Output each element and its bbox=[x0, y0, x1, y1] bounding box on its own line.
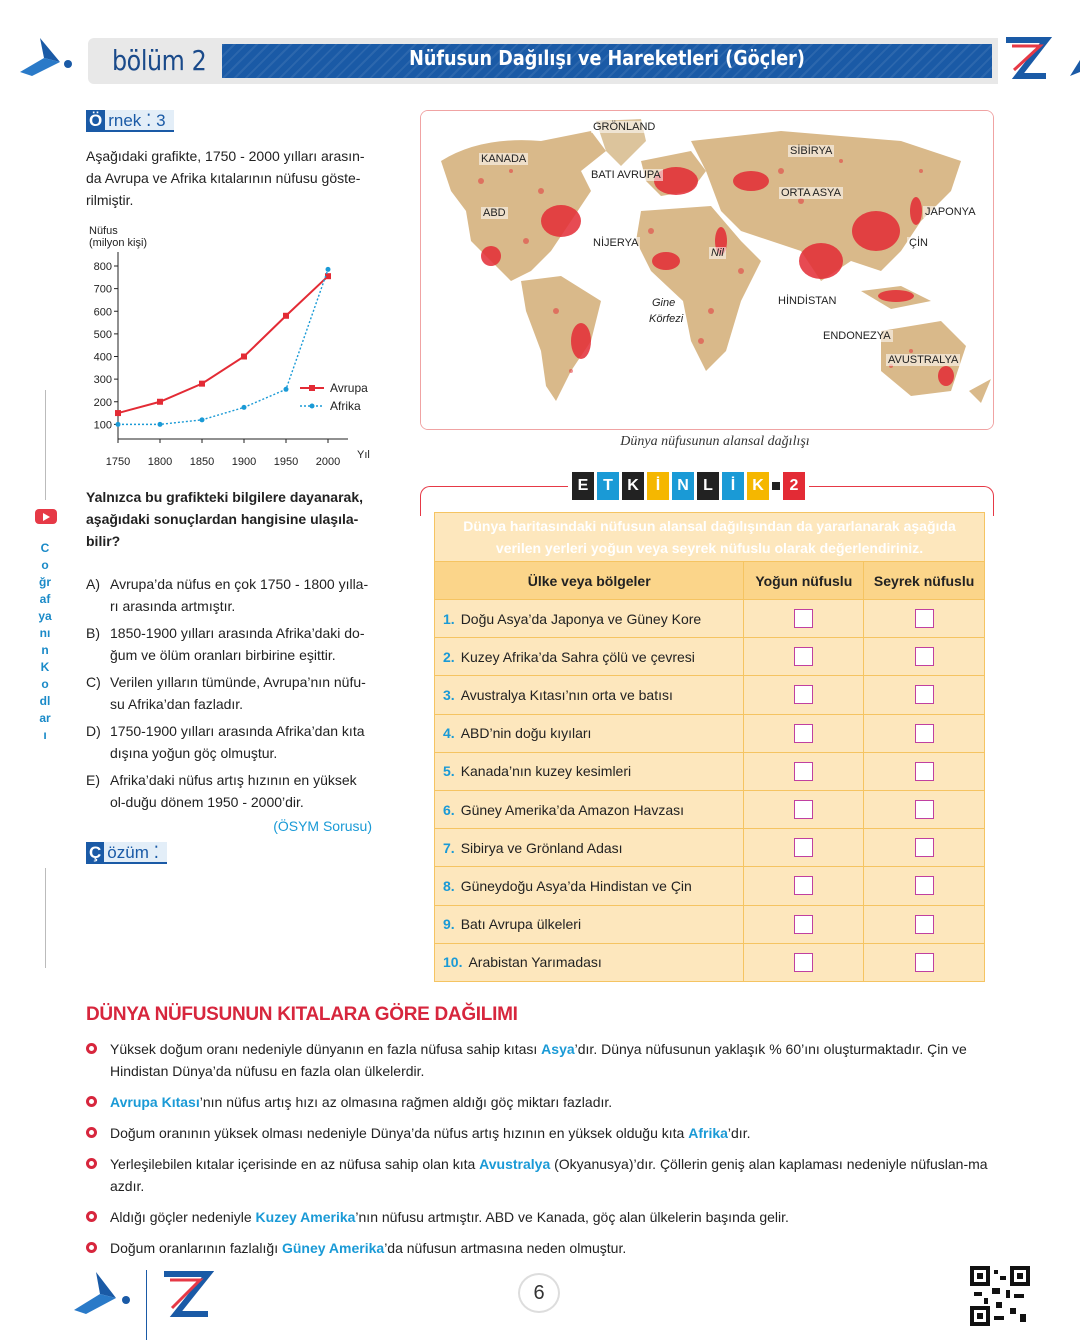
checkbox-dense[interactable] bbox=[794, 953, 813, 972]
option-b[interactable] bbox=[86, 622, 376, 666]
map-label-gulf: Körfezi bbox=[649, 313, 684, 325]
activity-separator bbox=[772, 482, 780, 490]
checkbox-cell-sparse bbox=[864, 752, 985, 790]
chart-legend-marker bbox=[310, 404, 315, 409]
bullet-text: ’da nüfusun artmasına neden olmuştur. bbox=[384, 1240, 627, 1256]
chart-x-tick-label: 1850 bbox=[189, 456, 215, 468]
chart-x-tick-label: 1950 bbox=[273, 456, 299, 468]
option-text: Avrupa’da nüfus en çok 1750 - 1800 yılla-rı arasında artmıştır. bbox=[110, 576, 369, 614]
map-label-west-europe: BATI AVRUPA bbox=[591, 169, 661, 181]
qr-code-icon[interactable] bbox=[970, 1266, 1030, 1326]
checkbox-sparse[interactable] bbox=[915, 838, 934, 857]
row-text: Kanada’nın kuzey kesimleri bbox=[460, 763, 632, 780]
chart-point-avrupa bbox=[283, 313, 289, 319]
chart-point-afrika bbox=[200, 417, 205, 422]
chart-legend-label: Avrupa bbox=[330, 381, 368, 395]
checkbox-sparse[interactable] bbox=[915, 953, 934, 972]
activity-letter: E bbox=[572, 472, 594, 500]
example-tag-first: Ö bbox=[86, 110, 105, 132]
checkbox-cell-sparse bbox=[864, 638, 985, 676]
map-label-indonesia: ENDONEZYA bbox=[823, 330, 891, 342]
bullet-text: ’nın nüfus artış hızı az olmasına rağmen aldığı göç miktarı fazladır. bbox=[199, 1094, 613, 1110]
footer-z-logo-icon bbox=[158, 1268, 214, 1320]
side-label: Coğrafyanın Kodları bbox=[38, 541, 52, 742]
corner-arrow-icon bbox=[1066, 58, 1080, 78]
chart-point-afrika bbox=[284, 387, 289, 392]
side-divider-top bbox=[45, 390, 46, 500]
row-label bbox=[435, 600, 744, 638]
activity-number: 2 bbox=[783, 472, 805, 500]
checkbox-sparse[interactable] bbox=[915, 609, 934, 628]
chart-y-tick-label: 300 bbox=[93, 374, 112, 387]
chart-point-avrupa bbox=[199, 381, 205, 387]
bullet-highlight: Kuzey Amerika bbox=[255, 1209, 356, 1225]
activity-letter: N bbox=[672, 472, 694, 500]
option-e[interactable] bbox=[86, 769, 376, 813]
solution-tag-rest: özüm ⁚ bbox=[104, 842, 167, 864]
column-header-dense: Yoğun nüfuslu bbox=[744, 562, 864, 600]
row-text: Batı Avrupa ülkeleri bbox=[460, 916, 582, 933]
row-number: 4. bbox=[443, 725, 455, 742]
map-label-siberia: SİBİRYA bbox=[790, 145, 833, 157]
option-d[interactable] bbox=[86, 720, 376, 764]
row-number: 3. bbox=[443, 686, 455, 703]
chart-y-tick-label: 600 bbox=[93, 306, 112, 319]
checkbox-cell-sparse bbox=[864, 676, 985, 714]
chart-y-tick-label: 100 bbox=[93, 419, 112, 432]
row-number: 9. bbox=[443, 916, 455, 933]
row-text: Güneydoğu Asya’da Hindistan ve Çin bbox=[460, 877, 692, 894]
checkbox-sparse[interactable] bbox=[915, 724, 934, 743]
chart-ylabel: Nüfus bbox=[89, 225, 118, 237]
bullet-text: (Okyanusya)’dır. Çöllerin geniş alan kaplaması nedeniyle nüfuslan-ma azdır. bbox=[110, 1156, 988, 1194]
bullet-text: Aldığı göçler nedeniyle bbox=[110, 1209, 256, 1225]
bullet-text: Doğum oranının yüksek olması nedeniyle Dünya’da nüfus artış hızının en yüksek olduğu kıta bbox=[110, 1125, 689, 1141]
chart-point-afrika bbox=[158, 422, 163, 427]
table-row bbox=[435, 676, 985, 714]
checkbox-dense[interactable] bbox=[794, 685, 813, 704]
column-header-region: Ülke veya bölgeler bbox=[435, 562, 744, 600]
row-number: 2. bbox=[443, 648, 455, 665]
chart-point-afrika bbox=[116, 422, 121, 427]
row-label bbox=[435, 790, 744, 828]
youtube-icon[interactable] bbox=[35, 509, 57, 524]
row-label bbox=[435, 638, 744, 676]
row-number: 8. bbox=[443, 877, 455, 894]
chart-x-tick-label: 1900 bbox=[231, 456, 257, 468]
chart-x-tick-label: 2000 bbox=[315, 456, 341, 468]
bullet-item bbox=[86, 1153, 996, 1197]
section-title: DÜNYA NÜFUSUNUN KITALARA GÖRE DAĞILIMI bbox=[86, 1004, 518, 1025]
option-letter: E) bbox=[86, 772, 100, 788]
option-c[interactable] bbox=[86, 671, 376, 715]
bullet-icon bbox=[86, 1122, 110, 1144]
page-title: Nüfusun Dağılışı ve Hareketleri (Göçler) bbox=[409, 46, 805, 70]
checkbox-cell-sparse bbox=[864, 867, 985, 905]
row-text: Kuzey Afrika’da Sahra çölü ve çevresi bbox=[460, 648, 695, 665]
checkbox-dense[interactable] bbox=[794, 647, 813, 666]
checkbox-cell-dense bbox=[744, 829, 864, 867]
checkbox-dense[interactable] bbox=[794, 724, 813, 743]
chart-point-afrika bbox=[326, 267, 331, 272]
table-row bbox=[435, 600, 985, 638]
chart-legend-marker bbox=[309, 385, 315, 391]
map-label-nile: Nil bbox=[711, 247, 724, 259]
bullet-item bbox=[86, 1038, 996, 1082]
bullet-item bbox=[86, 1237, 996, 1259]
row-number: 10. bbox=[443, 954, 463, 971]
checkbox-dense[interactable] bbox=[794, 915, 813, 934]
bullet-icon bbox=[86, 1091, 110, 1113]
option-letter: D) bbox=[86, 723, 101, 739]
activity-letter: İ bbox=[722, 472, 744, 500]
continent-bullets bbox=[86, 1038, 996, 1268]
row-label bbox=[435, 943, 744, 981]
activity-letter: K bbox=[622, 472, 644, 500]
row-text: Arabistan Yarımadası bbox=[468, 954, 602, 971]
checkbox-cell-dense bbox=[744, 600, 864, 638]
bullet-item bbox=[86, 1206, 996, 1228]
checkbox-cell-dense bbox=[744, 752, 864, 790]
chart-ylabel-unit: (milyon kişi) bbox=[89, 237, 148, 249]
bullet-highlight: Afrika bbox=[688, 1125, 728, 1141]
row-label bbox=[435, 752, 744, 790]
activity-letter: K bbox=[747, 472, 769, 500]
chart-y-tick-label: 700 bbox=[93, 283, 112, 296]
question-text: Yalnızca bu grafikteki bilgilere dayanarak, aşağıdaki sonuçlardan hangisine ulaşıla-bilir? bbox=[86, 489, 364, 549]
checkbox-sparse[interactable] bbox=[915, 685, 934, 704]
checkbox-sparse[interactable] bbox=[915, 915, 934, 934]
bullet-highlight: Avrupa Kıtası bbox=[110, 1094, 200, 1110]
row-label bbox=[435, 867, 744, 905]
checkbox-cell-sparse bbox=[864, 714, 985, 752]
chart-x-tick-label: 1750 bbox=[105, 456, 131, 468]
table-row bbox=[435, 829, 985, 867]
map-label-japan: JAPONYA bbox=[925, 206, 976, 218]
checkbox-cell-sparse bbox=[864, 829, 985, 867]
checkbox-dense[interactable] bbox=[794, 609, 813, 628]
checkbox-cell-dense bbox=[744, 714, 864, 752]
activity-instruction: Dünya haritasındaki nüfusun alansal dağılışından da yararlanarak aşağıda verilen yerleri yoğun veya seyrek nüfuslu olarak değerlendiriniz. bbox=[435, 513, 985, 562]
activity-letter: L bbox=[697, 472, 719, 500]
option-letter: A) bbox=[86, 576, 100, 592]
checkbox-dense[interactable] bbox=[794, 762, 813, 781]
checkbox-cell-dense bbox=[744, 867, 864, 905]
option-text: Afrika’daki nüfus artış hızının en yüksek ol-duğu dönem 1950 - 2000’dir. bbox=[110, 772, 357, 810]
bullet-icon bbox=[86, 1038, 110, 1082]
example-tag-rest: rnek ⁚ 3 bbox=[105, 110, 173, 132]
chart-y-tick-label: 800 bbox=[93, 261, 112, 273]
chart-legend-label: Afrika bbox=[330, 399, 361, 413]
map-label-central-asia: ORTA ASYA bbox=[781, 187, 841, 199]
checkbox-cell-dense bbox=[744, 638, 864, 676]
bullet-text: Doğum oranlarının fazlalığı bbox=[110, 1240, 282, 1256]
checkbox-sparse[interactable] bbox=[915, 647, 934, 666]
map-label-china: ÇİN bbox=[909, 237, 928, 249]
bullet-highlight: Avustralya bbox=[479, 1156, 551, 1172]
map-label-guinea: Gine bbox=[652, 297, 676, 309]
chart-point-avrupa bbox=[115, 410, 121, 416]
option-text: 1850-1900 yılları arasında Afrika’daki do-ğum ve ölüm oranları birbirine eşittir. bbox=[110, 625, 365, 663]
chart-x-tick-label: 1800 bbox=[147, 456, 173, 468]
page-number: 6 bbox=[533, 1282, 545, 1304]
bullet-icon bbox=[86, 1237, 110, 1259]
table-row bbox=[435, 905, 985, 943]
map-label-usa: ABD bbox=[483, 207, 506, 219]
map-label-india: HİNDİSTAN bbox=[778, 295, 837, 307]
solution-tag bbox=[86, 842, 167, 864]
row-text: Sibirya ve Grönland Adası bbox=[460, 839, 623, 856]
row-text: Doğu Asya’da Japonya ve Güney Kore bbox=[460, 610, 702, 627]
checkbox-dense[interactable] bbox=[794, 800, 813, 819]
chart-series-line-avrupa bbox=[118, 276, 328, 413]
table-row bbox=[435, 638, 985, 676]
row-label bbox=[435, 829, 744, 867]
side-divider-bottom bbox=[45, 868, 46, 968]
answer-options bbox=[86, 573, 376, 818]
map-label-australia: AVUSTRALYA bbox=[888, 354, 959, 366]
world-population-map bbox=[420, 110, 994, 430]
checkbox-cell-dense bbox=[744, 676, 864, 714]
solution-tag-first: Ç bbox=[86, 842, 104, 864]
activity-table bbox=[434, 512, 985, 982]
row-number: 5. bbox=[443, 763, 455, 780]
population-chart bbox=[84, 222, 384, 478]
column-header-sparse: Seyrek nüfuslu bbox=[864, 562, 985, 600]
bullet-item bbox=[86, 1091, 996, 1113]
row-label bbox=[435, 714, 744, 752]
footer-divider bbox=[146, 1270, 147, 1340]
bullet-highlight: Asya bbox=[541, 1041, 575, 1057]
checkbox-sparse[interactable] bbox=[915, 762, 934, 781]
row-number: 1. bbox=[443, 610, 455, 627]
option-text: Verilen yılların tümünde, Avrupa’nın nüfu-su Afrika’dan fazladır. bbox=[110, 674, 366, 712]
checkbox-sparse[interactable] bbox=[915, 876, 934, 895]
checkbox-cell-sparse bbox=[864, 790, 985, 828]
z-logo-icon bbox=[1000, 36, 1052, 82]
chart-y-tick-label: 400 bbox=[93, 351, 112, 364]
section-label: bölüm 2 bbox=[112, 44, 207, 77]
question-source: (ÖSYM Sorusu) bbox=[273, 818, 372, 834]
checkbox-sparse[interactable] bbox=[915, 800, 934, 819]
map-label-nigeria: NİJERYA bbox=[593, 237, 639, 249]
activity-title bbox=[568, 472, 809, 500]
bullet-text: ’dır. bbox=[727, 1125, 751, 1141]
chart-series-line-afrika bbox=[118, 269, 328, 424]
bullet-highlight: Güney Amerika bbox=[281, 1240, 385, 1256]
row-text: ABD’nin doğu kıyıları bbox=[460, 725, 592, 742]
option-letter: C) bbox=[86, 674, 101, 690]
publisher-logo-icon bbox=[18, 36, 78, 80]
activity-letter: İ bbox=[647, 472, 669, 500]
map-label-greenland: GRÖNLAND bbox=[593, 121, 656, 133]
map-caption: Dünya nüfusunun alansal dağılışı bbox=[620, 434, 810, 449]
chart-xlabel: Yıl bbox=[357, 449, 370, 461]
table-row bbox=[435, 943, 985, 981]
bullet-icon bbox=[86, 1206, 110, 1228]
row-number: 6. bbox=[443, 801, 455, 818]
table-row bbox=[435, 867, 985, 905]
option-letter: B) bbox=[86, 625, 100, 641]
checkbox-cell-dense bbox=[744, 905, 864, 943]
bullet-icon bbox=[86, 1153, 110, 1197]
row-text: Güney Amerika’da Amazon Havzası bbox=[460, 801, 685, 818]
bullet-text: ’dır. Dünya nüfusunun yaklaşık % 60’ını oluşturmaktadır. Çin ve Hindistan Dünya’da nüfusu en fazla olan ülkelerdir. bbox=[110, 1041, 967, 1079]
chart-y-tick-label: 200 bbox=[93, 396, 112, 409]
checkbox-dense[interactable] bbox=[794, 876, 813, 895]
footer-publisher-logo-icon bbox=[70, 1268, 136, 1318]
chart-point-afrika bbox=[242, 405, 247, 410]
chart-y-tick-label: 500 bbox=[93, 328, 112, 341]
example-tag bbox=[86, 110, 174, 132]
bullet-text: ’nın nüfusu artmıştır. ABD ve Kanada, göç alan ülkelerin başında gelir. bbox=[355, 1209, 789, 1225]
row-number: 7. bbox=[443, 839, 455, 856]
checkbox-cell-sparse bbox=[864, 600, 985, 638]
checkbox-dense[interactable] bbox=[794, 838, 813, 857]
bullet-text: Yerleşilebilen kıtalar içerisinde en az nüfusa sahip olan kıta bbox=[110, 1156, 480, 1172]
option-a[interactable] bbox=[86, 573, 376, 617]
checkbox-cell-sparse bbox=[864, 943, 985, 981]
checkbox-cell-dense bbox=[744, 943, 864, 981]
checkbox-cell-sparse bbox=[864, 905, 985, 943]
checkbox-cell-dense bbox=[744, 790, 864, 828]
row-text: Avustralya Kıtası’nın orta ve batısı bbox=[460, 686, 673, 703]
table-row bbox=[435, 790, 985, 828]
example-intro: Aşağıdaki grafikte, 1750 - 2000 yılları arasın-da Avrupa ve Afrika kıtalarının nüfusu göste-rilmiştir. bbox=[86, 148, 365, 208]
table-row bbox=[435, 752, 985, 790]
option-text: 1750-1900 yılları arasında Afrika’dan kıta dışına yoğun göç olmuştur. bbox=[110, 723, 365, 761]
activity-letter: T bbox=[597, 472, 619, 500]
chart-point-avrupa bbox=[241, 354, 247, 360]
bullet-item bbox=[86, 1122, 996, 1144]
bullet-text: Yüksek doğum oranı nedeniyle dünyanın en fazla nüfusa sahip kıtası bbox=[110, 1041, 542, 1057]
chart-point-avrupa bbox=[157, 399, 163, 405]
row-label bbox=[435, 676, 744, 714]
table-row bbox=[435, 714, 985, 752]
row-label bbox=[435, 905, 744, 943]
map-label-canada: KANADA bbox=[481, 153, 527, 165]
